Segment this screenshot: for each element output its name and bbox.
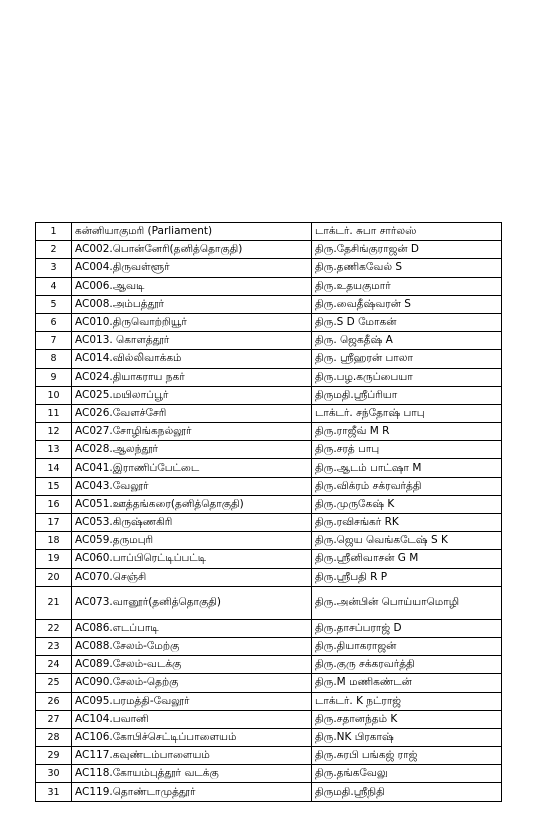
constituency-cell: AC027.சோழிங்கநல்லூர்	[72, 423, 312, 441]
table-row	[36, 386, 502, 404]
constituency-cell: AC070.செஞ்சி	[72, 568, 312, 586]
constituency-cell: AC073.வானூர்(தனித்தொகுதி)	[72, 586, 312, 619]
row-number: 17	[36, 514, 72, 532]
constituency-cell: AC004.திருவள்ளூர்	[72, 259, 312, 277]
row-number: 3	[36, 259, 72, 277]
constituency-cell: AC024.தியாகராய நகர்	[72, 368, 312, 386]
constituency-cell: AC095.பரமத்தி-வேலூர்	[72, 692, 312, 710]
table-row	[36, 765, 502, 783]
constituency-cell: AC043.வேலூர்	[72, 477, 312, 495]
row-number: 29	[36, 747, 72, 765]
constituency-cell: AC002.பொன்னேரி(தனித்தொகுதி)	[72, 241, 312, 259]
row-number: 12	[36, 423, 72, 441]
table-row	[36, 692, 502, 710]
table-row	[36, 259, 502, 277]
constituency-cell: AC041.இராணிப்பேட்டை	[72, 459, 312, 477]
table-row	[36, 477, 502, 495]
row-number: 26	[36, 692, 72, 710]
row-number: 1	[36, 223, 72, 241]
table-row	[36, 241, 502, 259]
candidate-name-cell: திரு.ராஜீவ் M R	[312, 423, 502, 441]
constituency-cell: AC053.கிருஷ்ணகிரி	[72, 514, 312, 532]
table-row	[36, 728, 502, 746]
candidate-name-cell: டாக்டர். சந்தோஷ் பாபு	[312, 404, 502, 422]
candidate-name-cell: திரு.சதானந்தம் K	[312, 710, 502, 728]
row-number: 8	[36, 350, 72, 368]
constituency-cell: AC119.தொண்டாமுத்தூர்	[72, 783, 312, 801]
constituency-cell: AC010.திருவொற்றியூர்	[72, 313, 312, 331]
constituency-cell: AC086.எடப்பாடி	[72, 619, 312, 637]
table-row	[36, 277, 502, 295]
constituency-cell: AC118.கோயம்புத்தூர் வடக்கு	[72, 765, 312, 783]
candidate-table	[35, 222, 502, 802]
candidate-name-cell: திரு.தங்கவேலு	[312, 765, 502, 783]
candidate-name-cell: திரு.ரவிசங்கர் RK	[312, 514, 502, 532]
candidate-name-cell: திரு.சரத் பாபு	[312, 441, 502, 459]
table-row	[36, 674, 502, 692]
constituency-cell: AC104.பவானி	[72, 710, 312, 728]
candidate-name-cell: திருமதி.ஸ்ரீநிதி	[312, 783, 502, 801]
constituency-cell: AC028.ஆலந்தூர்	[72, 441, 312, 459]
table-row	[36, 495, 502, 513]
table-row	[36, 568, 502, 586]
constituency-cell: AC014.வில்லிவாக்கம்	[72, 350, 312, 368]
table-row	[36, 550, 502, 568]
candidate-name-cell: டாக்டர். K நட்ராஜ்	[312, 692, 502, 710]
row-number: 22	[36, 619, 72, 637]
candidate-name-cell: திரு.விக்ரம் சக்ரவர்த்தி	[312, 477, 502, 495]
table-row	[36, 532, 502, 550]
candidate-name-cell: டாக்டர். சுபா சார்லஸ்	[312, 223, 502, 241]
constituency-cell: AC059.தருமபுரி	[72, 532, 312, 550]
row-number: 5	[36, 295, 72, 313]
candidate-name-cell: திரு.சுரபி பங்கஜ் ராஜ்	[312, 747, 502, 765]
row-number: 9	[36, 368, 72, 386]
table-row	[36, 404, 502, 422]
row-number: 13	[36, 441, 72, 459]
row-number: 20	[36, 568, 72, 586]
row-number: 31	[36, 783, 72, 801]
table-row	[36, 295, 502, 313]
constituency-cell: AC051.ஊத்தங்கரை(தனித்தொகுதி)	[72, 495, 312, 513]
table-row	[36, 619, 502, 637]
row-number: 18	[36, 532, 72, 550]
constituency-cell: AC060.பாப்பிரெட்டிப்பட்டி	[72, 550, 312, 568]
table-row	[36, 783, 502, 801]
row-number: 15	[36, 477, 72, 495]
table-row	[36, 586, 502, 619]
table-row	[36, 710, 502, 728]
row-number: 7	[36, 332, 72, 350]
candidate-name-cell: திரு.பழ.கருப்பையா	[312, 368, 502, 386]
candidate-name-cell: திருமதி.ஸ்ரீப்ரியா	[312, 386, 502, 404]
constituency-cell: AC025.மயிலாப்பூர்	[72, 386, 312, 404]
candidate-table-body	[36, 223, 502, 802]
table-row	[36, 514, 502, 532]
candidate-name-cell: திரு.வைதீஷ்வரன் S	[312, 295, 502, 313]
table-row	[36, 747, 502, 765]
constituency-cell: AC008.அம்பத்தூர்	[72, 295, 312, 313]
candidate-name-cell: திரு.ஸ்ரீனிவாசன் G M	[312, 550, 502, 568]
candidate-name-cell: திரு. ஜெகதீஷ் A	[312, 332, 502, 350]
row-number: 16	[36, 495, 72, 513]
table-row	[36, 423, 502, 441]
constituency-cell: AC088.சேலம்-மேற்கு	[72, 637, 312, 655]
row-number: 2	[36, 241, 72, 259]
row-number: 25	[36, 674, 72, 692]
candidate-name-cell: திரு. ஸ்ரீஹரன் பாலா	[312, 350, 502, 368]
candidate-name-cell: திரு.S D மோகன்	[312, 313, 502, 331]
candidate-name-cell: திரு.ஸ்ரீபதி R P	[312, 568, 502, 586]
table-row	[36, 332, 502, 350]
candidate-name-cell: திரு.உதயகுமார்	[312, 277, 502, 295]
candidate-name-cell: திரு.குரு சக்கரவர்த்தி	[312, 656, 502, 674]
table-row	[36, 368, 502, 386]
row-number: 27	[36, 710, 72, 728]
candidate-name-cell: திரு.தேசிங்குராஜன் D	[312, 241, 502, 259]
candidate-name-cell: திரு.NK பிரகாஷ்	[312, 728, 502, 746]
row-number: 21	[36, 586, 72, 619]
row-number: 19	[36, 550, 72, 568]
constituency-cell: AC106.கோபிச்செட்டிப்பாளையம்	[72, 728, 312, 746]
table-row	[36, 459, 502, 477]
candidate-name-cell: திரு.தணிகவேல் S	[312, 259, 502, 277]
row-number: 28	[36, 728, 72, 746]
row-number: 6	[36, 313, 72, 331]
candidate-name-cell: திரு.ஆடம் பாட்ஷா M	[312, 459, 502, 477]
constituency-cell: AC026.வேளச்சேரி	[72, 404, 312, 422]
table-row	[36, 637, 502, 655]
candidate-name-cell: திரு.அன்பின் பொய்யாமொழி	[312, 586, 502, 619]
row-number: 10	[36, 386, 72, 404]
row-number: 30	[36, 765, 72, 783]
row-number: 11	[36, 404, 72, 422]
row-number: 23	[36, 637, 72, 655]
table-row	[36, 313, 502, 331]
candidate-name-cell: திரு.தாசப்பராஜ் D	[312, 619, 502, 637]
candidate-name-cell: திரு.M மணிகண்டன்	[312, 674, 502, 692]
constituency-cell: AC089.சேலம்-வடக்கு	[72, 656, 312, 674]
row-number: 4	[36, 277, 72, 295]
table-row	[36, 441, 502, 459]
constituency-cell: AC013. கொளத்தூர்	[72, 332, 312, 350]
constituency-cell: AC117.கவுண்டம்பாளையம்	[72, 747, 312, 765]
table-row	[36, 656, 502, 674]
constituency-cell: கன்னியாகுமரி (Parliament)	[72, 223, 312, 241]
candidate-name-cell: திரு.ஜெய வெங்கடேஷ் S K	[312, 532, 502, 550]
table-row	[36, 350, 502, 368]
candidate-name-cell: திரு.தியாகராஜன்	[312, 637, 502, 655]
row-number: 24	[36, 656, 72, 674]
row-number: 14	[36, 459, 72, 477]
table-row	[36, 223, 502, 241]
constituency-cell: AC006.ஆவடி	[72, 277, 312, 295]
candidate-name-cell: திரு.முருகேஷ் K	[312, 495, 502, 513]
constituency-cell: AC090.சேலம்-தெற்கு	[72, 674, 312, 692]
